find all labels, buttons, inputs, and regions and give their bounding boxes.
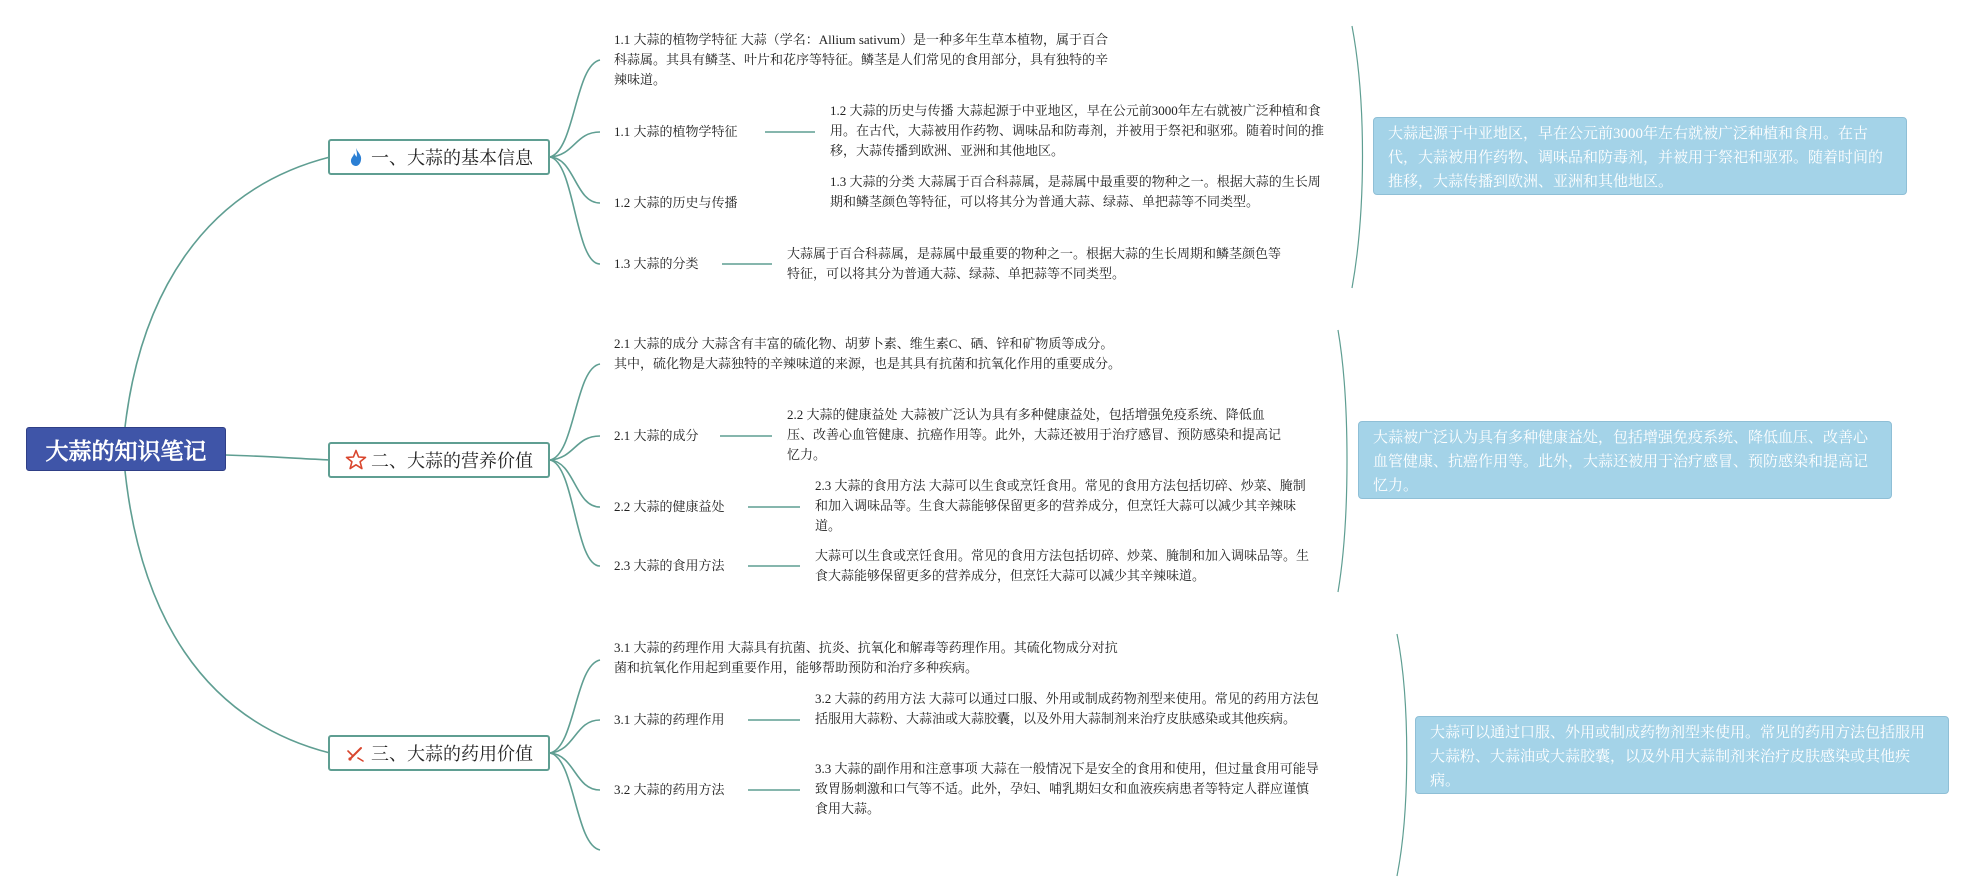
branch-1-callout: 大蒜起源于中亚地区，早在公元前3000年左右就被广泛种植和食用。在古代，大蒜被用作药物、调味品和防毒剂，并被用于祭祀和驱邪。随着时间的推移，大蒜传播到欧洲、亚洲和其他地区。 [1373,117,1907,195]
branch-medicinal[interactable] [328,735,550,771]
branch-2-item-2-text: 2.3 大蒜的食用方法 大蒜可以生食或烹饪食用。常见的食用方法包括切碎、炒菜、腌制和加入调味品等。生食大蒜能够保留更多的营养成分，但烹饪大蒜可以减少其辛辣味道。 [815,478,1306,533]
branch-3-item-2-text: 3.3 大蒜的副作用和注意事项 大蒜在一般情况下是安全的食用和使用，但过量食用可能导致胃肠刺激和口气等不适。此外，孕妇、哺乳期妇女和血液疾病患者等特定人群应谨慎食用大蒜。 [815,761,1319,816]
branch-2-item-1-label[interactable]: 2.1 大蒜的成分 [614,428,699,443]
branch-1-item-3-label[interactable]: 1.3 大蒜的分类 [614,256,699,271]
branch-3-item-2-label[interactable]: 3.2 大蒜的药用方法 [614,782,725,797]
branch-3-intro: 3.1 大蒜的药理作用 大蒜具有抗菌、抗炎、抗氧化和解毒等药理作用。其硫化物成分对抗菌和抗氧化作用起到重要作用，能够帮助预防和治疗多种疾病。 [614,640,1118,675]
pen-icon [345,742,367,764]
branch-1-item-2-label[interactable]: 1.2 大蒜的历史与传播 [614,195,738,210]
branch-1-intro: 1.1 大蒜的植物学特征 大蒜（学名：Allium sativum）是一种多年生草本植物，属于百合科蒜属。其具有鳞茎、叶片和花序等特征。鳞茎是人们常见的食用部分，具有独特的辛辣味道。 [614,32,1109,87]
branch-1-item-2-text: 1.3 大蒜的分类 大蒜属于百合科蒜属，是蒜属中最重要的物种之一。根据大蒜的生长周期和鳞茎颜色等特征，可以将其分为普通大蒜、绿蒜、单把蒜等不同类型。 [830,174,1321,209]
branch-3-item-1-text: 3.2 大蒜的药用方法 大蒜可以通过口服、外用或制成药物剂型来使用。常见的药用方法包括服用大蒜粉、大蒜油或大蒜胶囊，以及外用大蒜制剂来治疗皮肤感染或其他疾病。 [815,691,1319,726]
branch-2-item-2-label[interactable]: 2.2 大蒜的健康益处 [614,499,725,514]
branch-2-item-3-label[interactable]: 2.3 大蒜的食用方法 [614,558,725,573]
branch-2-item-3-text: 大蒜可以生食或烹饪食用。常见的食用方法包括切碎、炒菜、腌制和加入调味品等。生食大蒜能够保留更多的营养成分，但烹饪大蒜可以减少其辛辣味道。 [815,548,1310,583]
branch-3-callout: 大蒜可以通过口服、外用或制成药物剂型来使用。常见的药用方法包括服用大蒜粉、大蒜油或大蒜胶囊，以及外用大蒜制剂来治疗皮肤感染或其他疾病。 [1415,716,1949,794]
branch-title: 三、大蒜的药用价值 [371,744,533,765]
branch-2-intro: 2.1 大蒜的成分 大蒜含有丰富的硫化物、胡萝卜素、维生素C、硒、锌和矿物质等成分。其中，硫化物是大蒜独特的辛辣味道的来源，也是其具有抗菌和抗氧化作用的重要成分。 [614,336,1122,371]
branch-1-item-3-text: 大蒜属于百合科蒜属，是蒜属中最重要的物种之一。根据大蒜的生长周期和鳞茎颜色等特征，可以将其分为普通大蒜、绿蒜、单把蒜等不同类型。 [787,246,1282,281]
branch-1-item-1-text: 1.2 大蒜的历史与传播 大蒜起源于中亚地区，早在公元前3000年左右就被广泛种植和食用。在古代，大蒜被用作药物、调味品和防毒剂，并被用于祭祀和驱邪。随着时间的推移，大蒜传播到欧洲、亚洲和其他地区。 [830,103,1325,158]
root-branch-3-link [125,471,330,753]
branch-1-item-1-label[interactable]: 1.1 大蒜的植物学特征 [614,124,738,139]
branch-basic-info[interactable] [328,139,550,175]
root-branch-2-link [226,455,330,460]
branch-nutrition[interactable] [328,442,550,478]
branch-title: 二、大蒜的营养价值 [371,451,533,472]
flame-icon [345,146,367,168]
branch-2-item-1-text: 2.2 大蒜的健康益处 大蒜被广泛认为具有多种健康益处，包括增强免疫系统、降低血压、改善心血管健康、抗癌作用等。此外，大蒜还被用于治疗感冒、预防感染和提高记忆力。 [787,407,1282,462]
branch-title: 一、大蒜的基本信息 [371,148,533,169]
root-branch-1-link [125,157,330,427]
branch-2-callout: 大蒜被广泛认为具有多种健康益处，包括增强免疫系统、降低血压、改善心血管健康、抗癌作用等。此外，大蒜还被用于治疗感冒、预防感染和提高记忆力。 [1358,421,1892,499]
root-title: 大蒜的知识笔记 [45,438,207,465]
branch-3-item-1-label[interactable]: 3.1 大蒜的药理作用 [614,712,725,727]
star-icon [345,449,367,471]
root-node[interactable] [26,427,226,471]
